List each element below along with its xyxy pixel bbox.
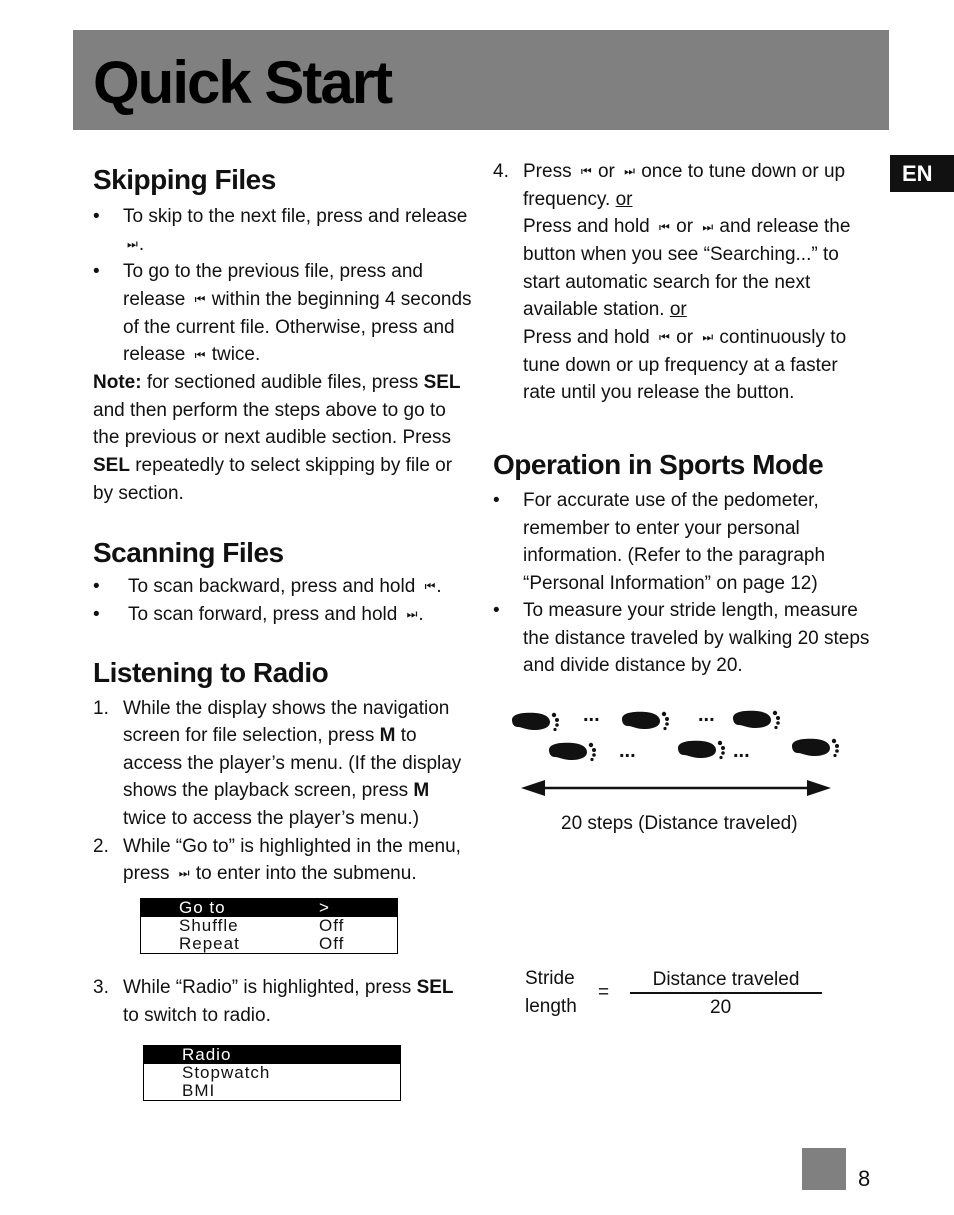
menu-screen-radio <box>143 1045 401 1101</box>
footprint-icon <box>622 712 669 730</box>
ellipsis: ... <box>583 704 600 726</box>
bullet: • <box>493 600 500 622</box>
footprints-diagram <box>505 700 845 840</box>
footprint-icon <box>792 739 839 757</box>
formula-equals: = <box>598 982 610 1003</box>
next-icon: ⏭ <box>702 219 711 234</box>
list-item: 1. While the display shows the navigation screen for file selection, press M to access the player’s menu. (If the display shows the playback screen, press M twice to access the player’s menu.) <box>93 697 462 830</box>
next-icon: ⏭ <box>178 866 187 881</box>
next-icon: ⏭ <box>127 236 135 251</box>
bullet: • <box>93 206 100 227</box>
prev-icon: ⏮ <box>659 219 667 234</box>
formula-numerator: Distance traveled <box>630 968 822 994</box>
menu-row-goto: Go to > <box>141 899 397 917</box>
menu-row-bmi: BMI <box>182 1081 216 1101</box>
next-icon: ⏭ <box>624 164 632 179</box>
footprint-icon <box>678 741 725 759</box>
footprint-icon <box>549 743 596 761</box>
sports-list <box>493 487 873 680</box>
bullet: • <box>493 489 500 511</box>
prev-icon: ⏮ <box>194 347 203 362</box>
footprints-caption: 20 steps (Distance traveled) <box>561 813 798 834</box>
footprint-icon <box>512 713 559 731</box>
list-item: • To go to the previous file, press and release ⏮ within the beginning 4 seconds of the current file. Otherwise, press and release ⏮ twice. <box>93 258 473 369</box>
list-item: • To scan forward, press and hold ⏭ . <box>93 601 473 629</box>
menu-row-stopwatch: Stopwatch <box>182 1063 271 1083</box>
list-item: • To measure your stride length, measure the distance traveled by walking 20 steps and divide distance by 20. <box>493 597 873 680</box>
page-number: 8 <box>858 1166 871 1191</box>
left-column <box>93 160 473 1101</box>
language-tab: EN <box>890 155 954 192</box>
bullet: • <box>93 576 100 598</box>
bullet: • <box>93 261 100 283</box>
page-header <box>73 30 889 130</box>
menu-screen-goto <box>140 898 398 954</box>
note-paragraph: Note: for sectioned audible files, press SEL and then perform the steps above to go to the previous or next audible section. Press SEL repeatedly to select skipping by file or by section. <box>93 372 461 504</box>
list-item: 2. While “Go to” is highlighted in the menu, press ⏭ to enter into the submenu. <box>93 833 473 888</box>
listening-to-radio-heading: Listening to Radio <box>93 656 329 688</box>
prev-icon: ⏮ <box>194 292 203 307</box>
ellipsis: ... <box>733 740 750 762</box>
menu-row-repeat: Repeat Off <box>179 934 345 953</box>
list-item: 4. Press ⏮ or ⏭ once to tune down or up frequency. or Press and hold ⏮ or ⏭ and release the button when you see “Searching...” to start automatic search for the next available station. or Press and hold ⏮ or ⏭ continuously to tune down or up frequency at a faster rate until you release the button. <box>493 158 873 407</box>
right-column <box>493 158 873 680</box>
page-title: Quick Start <box>93 49 392 116</box>
list-item: • To skip to the next file, press and release ⏭ . <box>93 203 473 258</box>
radio-steps-continued <box>93 974 473 1029</box>
formula-left-2: length <box>525 996 577 1017</box>
skipping-list <box>93 203 473 369</box>
next-icon: ⏭ <box>406 607 415 622</box>
ellipsis: ... <box>698 704 715 726</box>
formula-denominator: 20 <box>710 997 732 1018</box>
scanning-files-heading: Scanning Files <box>93 537 284 569</box>
skipping-files-heading: Skipping Files <box>93 164 276 195</box>
prev-icon: ⏮ <box>424 579 433 594</box>
formula-left-1: Stride <box>525 968 575 989</box>
page-number-box <box>802 1148 846 1190</box>
prev-icon: ⏮ <box>659 330 667 345</box>
scanning-list <box>93 573 473 629</box>
radio-steps <box>93 695 473 888</box>
footprints-graphic <box>505 700 845 800</box>
prev-icon: ⏮ <box>580 164 589 179</box>
list-item: 3. While “Radio” is highlighted, press SEL to switch to radio. <box>93 977 454 1026</box>
sports-mode-heading: Operation in Sports Mode <box>493 448 824 480</box>
menu-row-shuffle: Shuffle Off <box>179 916 345 935</box>
next-icon: ⏭ <box>702 330 711 345</box>
list-item: • For accurate use of the pedometer, remember to enter your personal information. (Refer to the paragraph “Personal Information” on page 12) <box>493 487 873 597</box>
ellipsis: ... <box>619 740 636 762</box>
footprint-icon <box>733 711 780 729</box>
list-item: • To scan backward, press and hold ⏮ . <box>93 573 473 601</box>
menu-row-radio: Radio <box>144 1046 400 1064</box>
bullet: • <box>93 603 100 625</box>
radio-step-4 <box>493 158 873 407</box>
